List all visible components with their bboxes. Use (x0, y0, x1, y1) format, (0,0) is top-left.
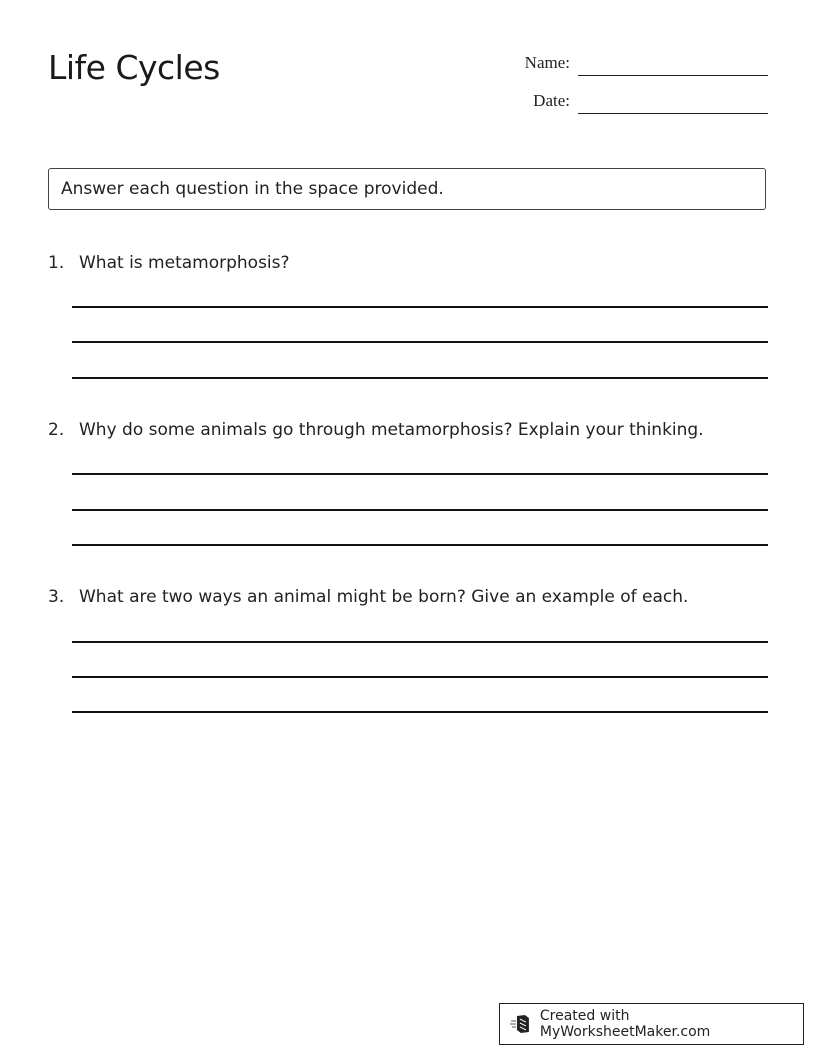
answer-line (72, 509, 768, 511)
instructions-text: Answer each question in the space provided. (61, 179, 444, 199)
answer-line (72, 676, 768, 678)
name-blank-line (578, 74, 768, 76)
worksheet-maker-logo-icon (510, 1013, 532, 1035)
page-title: Life Cycles (48, 48, 220, 87)
date-blank-line (578, 112, 768, 114)
answer-line (72, 473, 768, 475)
answer-line (72, 306, 768, 308)
question-3 (48, 586, 768, 608)
date-field (533, 91, 768, 111)
question-text: What is metamorphosis? (79, 253, 290, 273)
question-2 (48, 419, 768, 441)
answer-line (72, 641, 768, 643)
answer-line (72, 711, 768, 713)
name-label: Name: (524, 53, 570, 72)
date-label: Date: (533, 91, 570, 110)
name-field (525, 53, 768, 73)
answer-line (72, 544, 768, 546)
question-number: 2. (48, 420, 65, 440)
answer-line (72, 341, 768, 343)
question-1 (48, 252, 768, 274)
footer-credit[interactable] (499, 1003, 804, 1045)
question-text: Why do some animals go through metamorphosis? Explain your thinking. (79, 420, 704, 440)
footer-text: Created with MyWorksheetMaker.com (539, 1008, 711, 1040)
question-number: 3. (48, 587, 65, 607)
question-text: What are two ways an animal might be born? Give an example of each. (79, 587, 689, 607)
instructions-box (48, 168, 766, 210)
answer-line (72, 377, 768, 379)
question-number: 1. (48, 253, 65, 273)
